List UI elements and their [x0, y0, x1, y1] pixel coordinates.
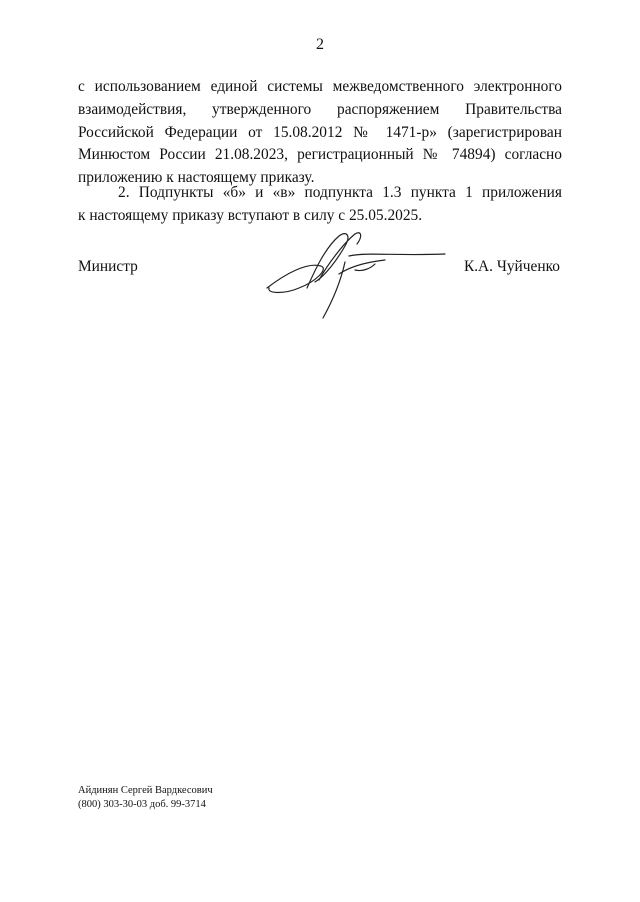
paragraph-1-line: взаимодействия, утвержденного распоряжением Правительства	[78, 100, 562, 118]
executor-phone: (800) 303-30-03 доб. 99-3714	[78, 799, 206, 810]
paragraph-1-line: Российской Федерации от 15.08.2012 № 1471-р» (зарегистрирован	[78, 123, 562, 141]
page-number: 2	[316, 36, 324, 53]
signature-image	[255, 222, 455, 322]
executor-name: Айдинян Сергей Вардкесович	[78, 785, 213, 796]
paragraph-2	[78, 182, 562, 228]
paragraph-2-line: 2. Подпункты «б» и «в» подпункта 1.3 пункта 1 приложения	[118, 184, 562, 201]
signatory-title: Министр	[78, 258, 138, 275]
executor-info	[78, 784, 213, 812]
paragraph-1-line: Минюстом России 21.08.2023, регистрационный № 74894) согласно	[78, 146, 562, 164]
paragraph-1	[78, 76, 562, 190]
signatory-name: К.А. Чуйченко	[463, 258, 560, 275]
paragraph-1-line-last: приложению к настоящему приказу.	[78, 169, 315, 187]
paragraph-1-line: с использованием единой системы межведомственного электронного	[78, 78, 562, 95]
paragraph-2-line-last: к настоящему приказу вступают в силу с 25.05.2025.	[78, 206, 423, 224]
